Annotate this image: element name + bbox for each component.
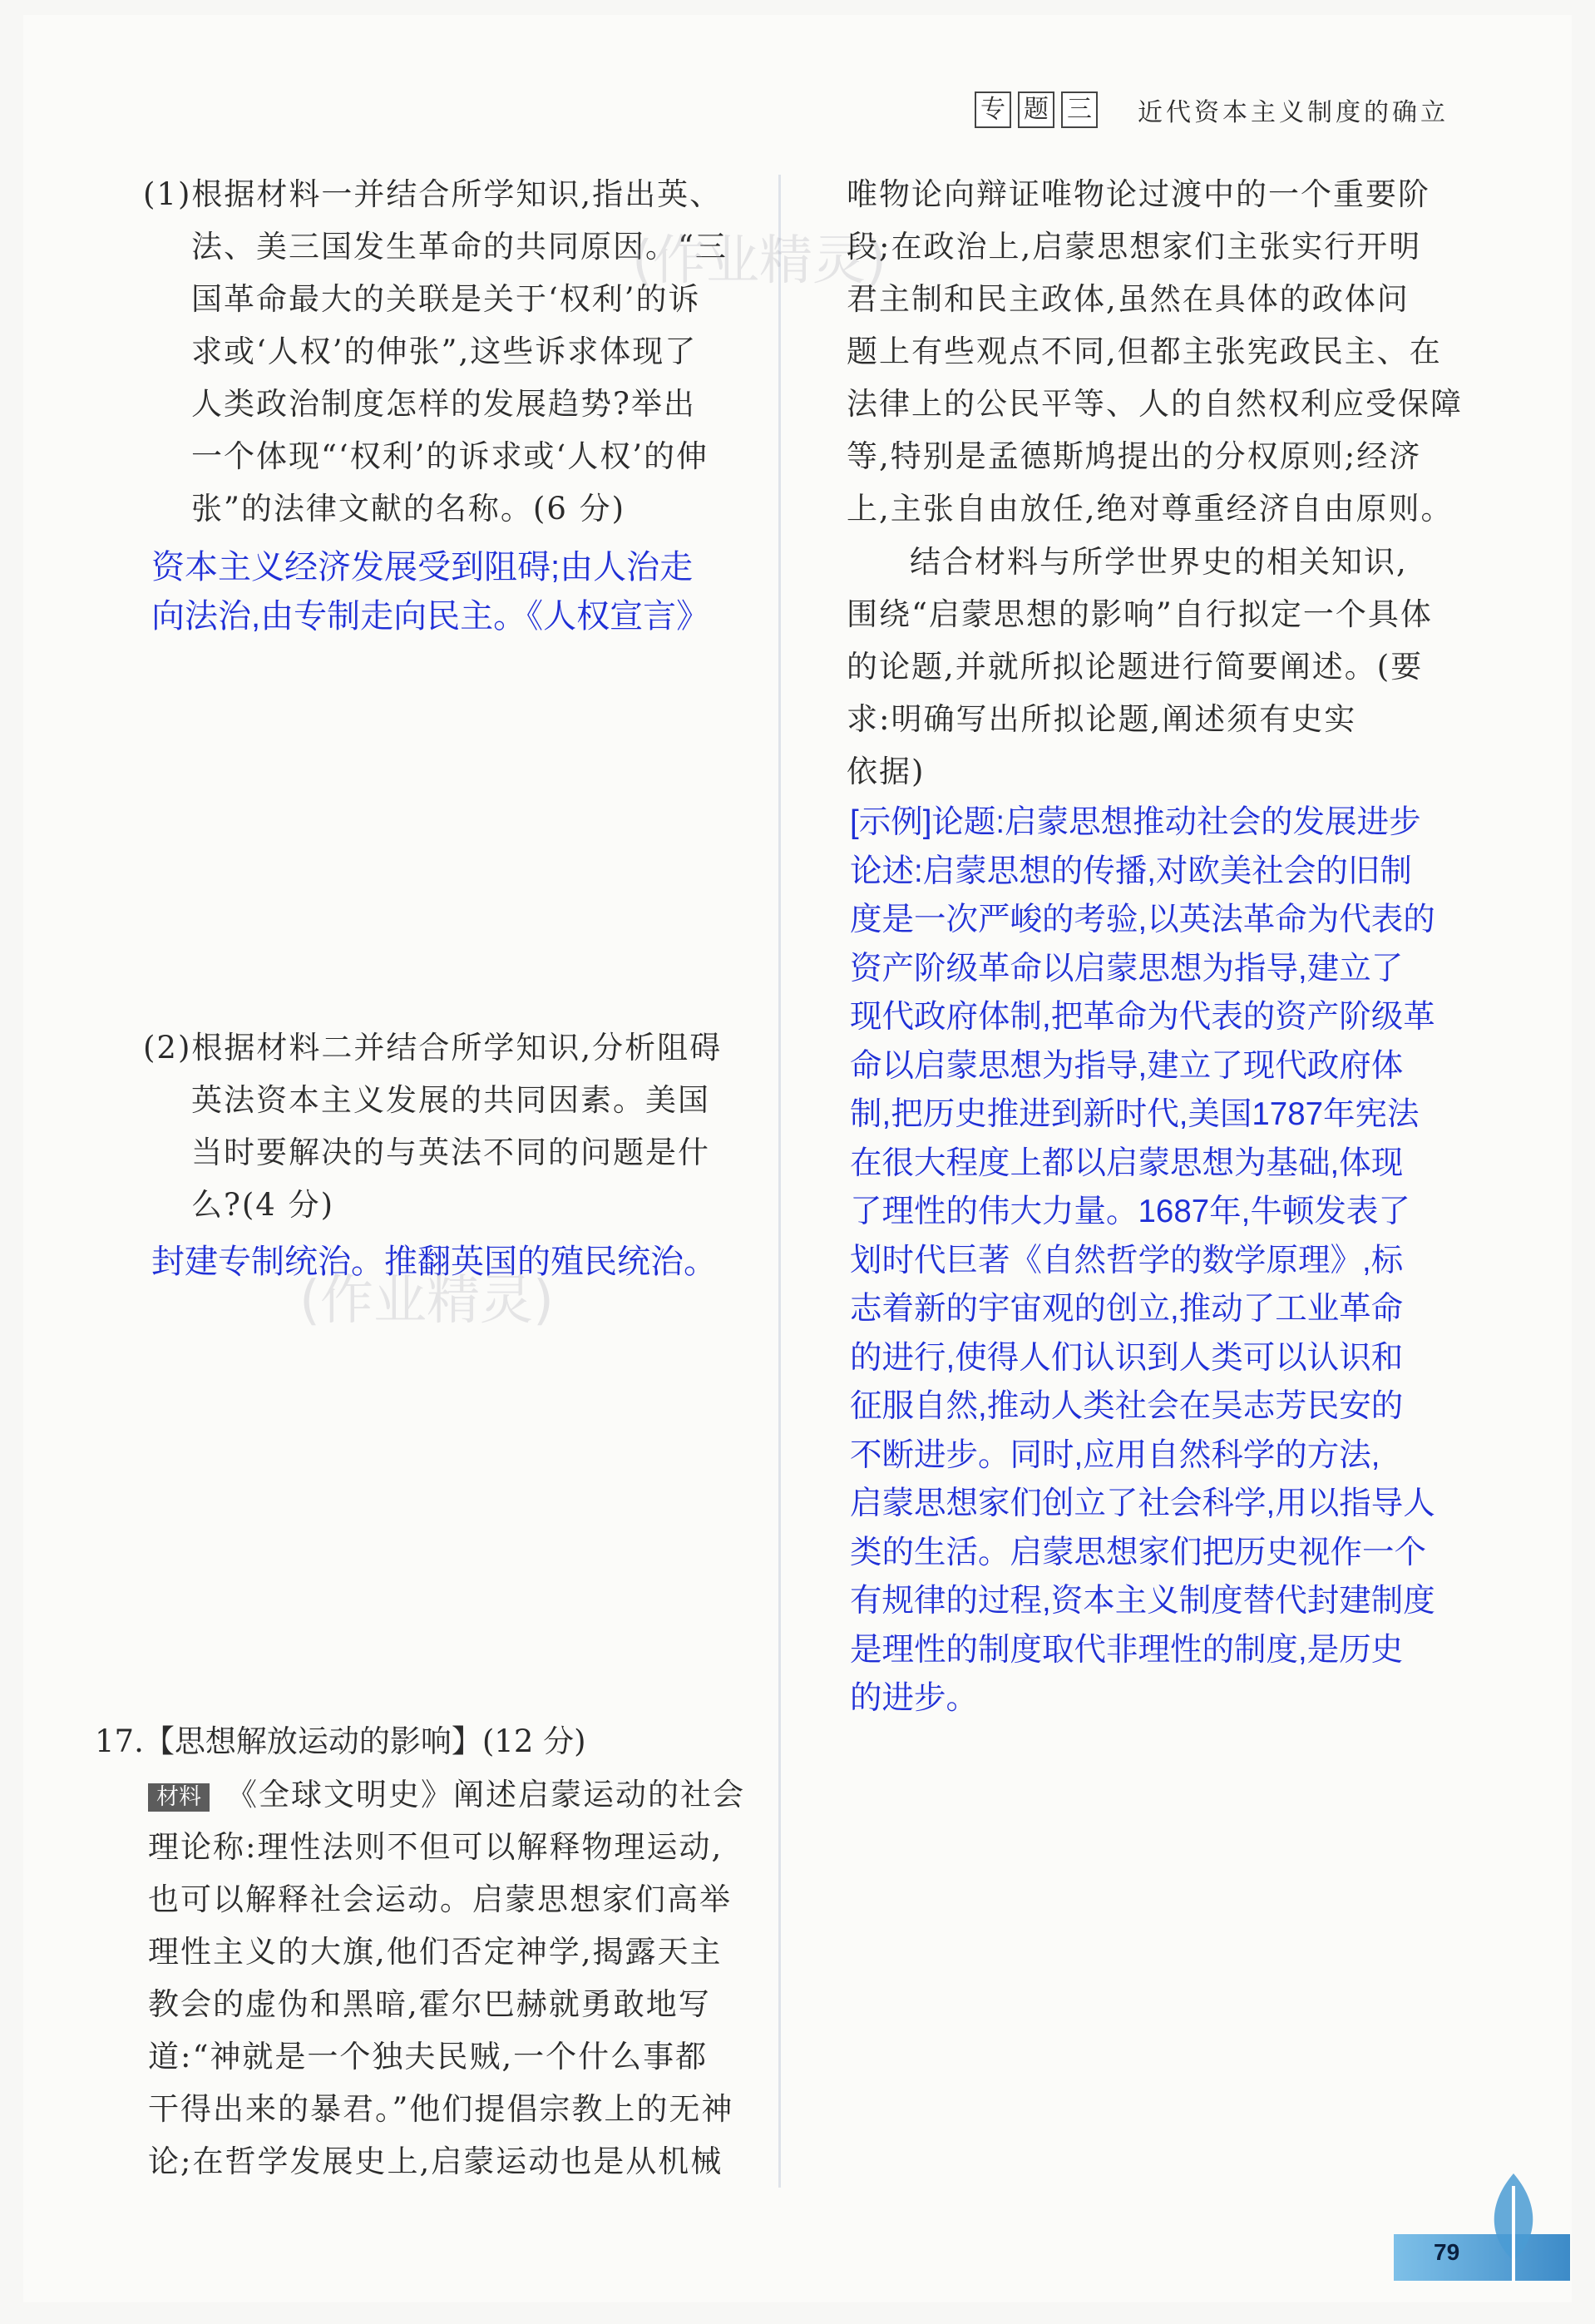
answer-line: 是理性的制度取代非理性的制度,是历史: [850, 1631, 1404, 1668]
material-line: 干得出来的暴君。”他们提倡宗教上的无神: [148, 2091, 734, 2127]
material-text: [148, 1768, 745, 2188]
watermark: (作业精灵): [299, 1270, 554, 1332]
answer-line: 征服自然,推动人类社会在吴志芳民安的: [850, 1388, 1404, 1424]
question-2: [143, 1021, 722, 1231]
material-line: 等,特别是孟德斯鸠提出的分权原则;经济: [847, 438, 1422, 474]
material-line: 段;在政治上,启蒙思想家们主张实行开明: [847, 229, 1422, 265]
watermark: (作业精灵): [632, 230, 886, 292]
material-line: 法律上的公民平等、人的自然权利应受保障: [847, 386, 1463, 422]
material-line: 唯物论向辩证唯物论过渡中的一个重要阶: [847, 176, 1430, 212]
prompt-line: 的论题,并就所拟论题进行简要阐述。(要: [847, 649, 1424, 685]
material-line: 理性主义的大旗,他们否定神学,揭露天主: [148, 1934, 723, 1970]
material-line: 题上有些观点不同,但都主张宪政民主、在: [847, 334, 1442, 369]
question-17-prompt: [847, 536, 1433, 798]
prompt-line: 结合材料与所学世界史的相关知识,: [910, 544, 1408, 580]
answer-line: 资本主义经济发展受到阻碍;由人治走: [151, 549, 694, 586]
material-tag: 材料: [148, 1783, 210, 1812]
answer-line: 不断进步。同时,应用自然科学的方法,: [850, 1436, 1380, 1473]
answer-line: 现代政府体制,把革命为代表的资产阶级革: [850, 999, 1435, 1035]
chapter-title: 近代资本主义制度的确立: [1138, 98, 1449, 127]
material-line: 君主制和民主政体,虽然在具体的政体问: [847, 281, 1410, 317]
page-number: 79: [1434, 2239, 1460, 2265]
prompt-line: 求:明确写出所拟论题,阐述须有史实: [847, 701, 1357, 737]
question-line: 么?(4 分): [191, 1187, 335, 1223]
question-line: (1)根据材料一并结合所学知识,指出英、: [143, 176, 723, 212]
answer-line: 的进行,使得人们认识到人类可以认识和: [850, 1339, 1404, 1376]
answer-line: 封建专制统治。推翻英国的殖民统治。: [151, 1244, 717, 1280]
answer-line: 的进步。: [850, 1680, 979, 1716]
material-line: 理论称:理性法则不但可以解释物理运动,: [148, 1829, 723, 1865]
answer-1: [151, 543, 709, 640]
header-tag: 题: [1018, 91, 1054, 128]
question-line: 法、美三国发生革命的共同原因。“三: [191, 229, 728, 265]
page-header: [975, 91, 1449, 128]
header-tag: 三: [1061, 91, 1098, 128]
answer-line: 度是一次严峻的考验,以英法革命为代表的: [850, 902, 1435, 937]
answer-line: 有规律的过程,资本主义制度替代封建制度: [850, 1583, 1435, 1619]
answer-line: 资产阶级革命以启蒙思想为指导,建立了: [850, 950, 1404, 986]
answer-line: 志着新的宇宙观的创立,推动了工业革命: [850, 1291, 1404, 1327]
question-line: 一个体现“‘权利’的诉求或‘人权’的伸: [191, 438, 709, 474]
leaf-icon: [1480, 2169, 1547, 2289]
answer-line: 论述:启蒙思想的传播,对欧美社会的旧制: [850, 853, 1412, 889]
prompt-line: 围绕“启蒙思想的影响”自行拟定一个具体: [847, 596, 1433, 632]
answer-line: [示例]论题:启蒙思想推动社会的发展进步: [850, 804, 1421, 840]
question-line: (2)根据材料二并结合所学知识,分析阻碍: [143, 1030, 723, 1066]
material-line-text: 《全球文明史》阐述启蒙运动的社会: [226, 1777, 745, 1812]
material-continued: [847, 168, 1463, 535]
material-line: [148, 1768, 745, 1821]
answer-line: 向法治,由专制走向民主。《人权宣言》: [151, 597, 710, 635]
material-line: 也可以解释社会运动。启蒙思想家们高举: [148, 1881, 732, 1917]
answer-line: 制,把历史推进到新时代,美国1787年宪法: [850, 1096, 1420, 1132]
question-line: 当时要解决的与英法不同的问题是什: [191, 1135, 710, 1170]
material-line: 教会的虚伪和黑暗,霍尔巴赫就勇敢地写: [148, 1986, 711, 2022]
material-line: 上,主张自由放任,绝对尊重经济自由原则。: [847, 491, 1454, 527]
answer-17: [850, 799, 1435, 1723]
column-divider: [778, 175, 781, 2188]
question-line: 张”的法律文献的名称。(6 分): [191, 491, 626, 527]
header-tag: 专: [975, 91, 1011, 128]
prompt-line: 依据): [847, 754, 926, 789]
material-line: 道:“神就是一个独夫民贼,一个什么事都: [148, 2039, 709, 2074]
question-line: 人类政治制度怎样的发展趋势?举出: [191, 386, 696, 422]
question-17-title: 17.【思想解放运动的影响】(12 分): [95, 1723, 586, 1759]
answer-line: 在很大程度上都以启蒙思想为基础,体现: [850, 1145, 1404, 1181]
material-line: 论;在哲学发展史上,启蒙运动也是从机械: [148, 2144, 723, 2179]
answer-line: 了理性的伟大力量。1687年,牛顿发表了: [850, 1194, 1410, 1229]
question-line: 求或‘人权’的伸张”,这些诉求体现了: [191, 334, 698, 369]
question-line: 英法资本主义发展的共同因素。美国: [191, 1082, 710, 1118]
answer-line: 划时代巨著《自然哲学的数学原理》,标: [850, 1242, 1404, 1278]
answer-line: 命以启蒙思想为指导,建立了现代政府体: [850, 1047, 1404, 1084]
answer-line: 启蒙思想家们创立了社会科学,用以指导人: [850, 1486, 1435, 1521]
answer-line: 类的生活。启蒙思想家们把历史视作一个: [850, 1534, 1427, 1570]
question-line: 国革命最大的关联是关于‘权利’的诉: [191, 281, 701, 317]
